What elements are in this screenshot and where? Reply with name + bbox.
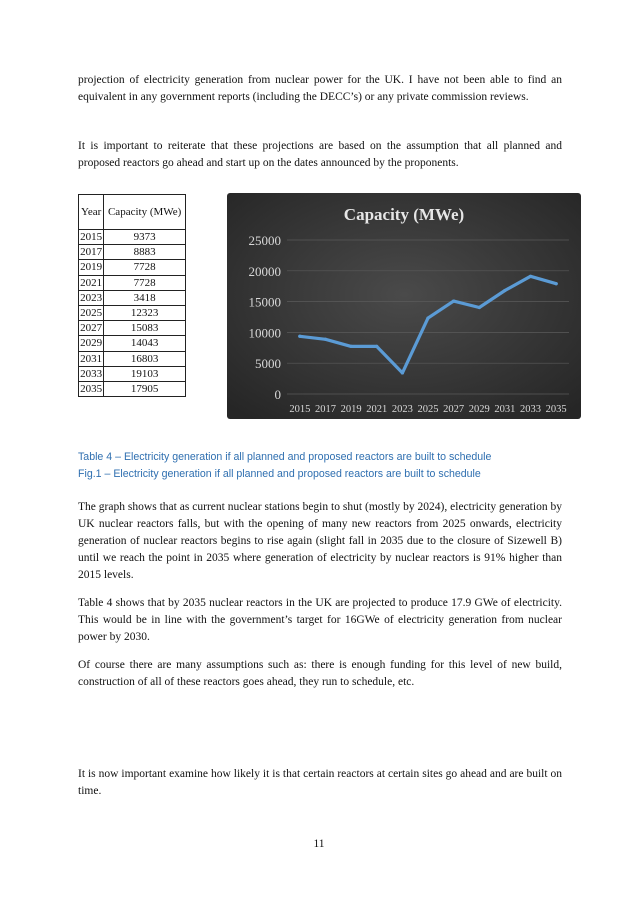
paragraph-intro: projection of electricity generation from nuclear power for the UK. I have not been able to find an equivalent in any government reports (including the DECC’s) or any private commission reviews. <box>78 74 562 103</box>
page-number: 11 <box>313 838 325 850</box>
table-row <box>79 275 186 290</box>
table-cell-capacity: 7728 <box>104 260 186 275</box>
table-row <box>79 381 186 396</box>
table-cell-capacity: 7728 <box>104 275 186 290</box>
table-body <box>79 230 186 397</box>
table-cell-capacity: 19103 <box>104 366 186 381</box>
table-row <box>79 260 186 275</box>
paragraph-assumptions-list: Of course there are many assumptions such as: there is enough funding for this level of new build, construction of all of these reactors goes ahead, they run to schedule, etc. <box>78 659 562 688</box>
x-tick-label: 2017 <box>314 404 336 415</box>
x-tick-label: 2027 <box>443 404 465 415</box>
table-cell-year: 2021 <box>80 276 103 289</box>
table-cell-capacity: 16803 <box>104 351 186 366</box>
table-caption: Table 4 – Electricity generation if all planned and proposed reactors are built to schedule <box>78 451 492 463</box>
table-row <box>79 321 186 336</box>
table-cell-year: 2029 <box>80 337 103 350</box>
chart-title: Capacity (MWe) <box>343 205 465 224</box>
table-header-year: Year <box>79 195 104 230</box>
chart-svg <box>227 193 581 419</box>
x-tick-label: 2031 <box>494 404 516 415</box>
x-tick-label: 2015 <box>289 404 311 415</box>
x-tick-label: 2035 <box>545 404 567 415</box>
table-cell-capacity: 8883 <box>104 245 186 260</box>
table-cell-capacity: 12323 <box>104 305 186 320</box>
capacity-chart <box>227 193 581 419</box>
figure-caption: Fig.1 – Electricity generation if all planned and proposed reactors are built to schedule <box>78 468 481 480</box>
table-row <box>79 230 186 245</box>
data-point <box>349 345 352 348</box>
table-cell-year: 2035 <box>80 382 103 395</box>
table-row <box>79 336 186 351</box>
table-cell-year: 2031 <box>80 352 103 365</box>
table-cell-capacity: 9373 <box>104 230 186 245</box>
y-tick-label: 5000 <box>255 356 281 372</box>
paragraph-graph-explanation: The graph shows that as current nuclear stations begin to shut (mostly by 2024), electricity generation by UK nuclear reactors falls, but with the opening of many new reactors from 2025 onwards, electricity generation of nuclear reactors begins to rise again (slight fall in 2035 due to the closure of Sizewell B) until we reach the point in 2035 where generation of electricity by nuclear reactors is 91% higher than 2015 levels. <box>78 501 562 581</box>
x-tick-label: 2029 <box>468 404 490 415</box>
data-point <box>478 306 481 309</box>
table-header-row <box>79 195 186 230</box>
x-tick-label: 2023 <box>391 404 413 415</box>
capacity-table <box>78 194 186 397</box>
table-cell-year: 2023 <box>80 291 103 304</box>
paragraph-table-summary: Table 4 shows that by 2035 nuclear reactors in the UK are projected to produce 17.9 GWe of electricity. This would be in line with the government’s target for 16GWe of electricity generation from nuclear power by 2030. <box>78 597 562 643</box>
data-point <box>375 345 378 348</box>
table-cell-year: 2025 <box>80 307 103 320</box>
table-cell-year: 2019 <box>80 261 103 274</box>
x-tick-label: 2025 <box>417 404 439 415</box>
table-row <box>79 305 186 320</box>
data-point <box>426 316 429 319</box>
y-tick-label: 25000 <box>248 233 281 248</box>
data-point <box>324 338 327 341</box>
table-cell-year: 2017 <box>80 246 103 259</box>
table-row <box>79 366 186 381</box>
table-row <box>79 351 186 366</box>
table-cell-capacity: 15083 <box>104 321 186 336</box>
table-row <box>79 290 186 305</box>
table-cell-year: 2027 <box>80 322 103 335</box>
table-header-capacity: Capacity (MWe) <box>104 195 186 230</box>
paragraph-next-step: It is now important examine how likely it is that certain reactors at certain sites go ahead and are built on time. <box>78 768 562 797</box>
table-cell-capacity: 14043 <box>104 336 186 351</box>
x-tick-label: 2019 <box>340 404 362 415</box>
data-point <box>298 335 301 338</box>
table-row <box>79 245 186 260</box>
table-cell-capacity: 17905 <box>104 381 186 396</box>
table-cell-year: 2033 <box>80 367 103 380</box>
data-point <box>503 289 506 292</box>
data-point <box>529 275 532 278</box>
data-point <box>555 282 558 285</box>
x-tick-label: 2021 <box>366 404 388 415</box>
data-point <box>452 299 455 302</box>
y-tick-label: 20000 <box>248 263 281 279</box>
y-tick-label: 0 <box>274 387 281 402</box>
y-tick-label: 10000 <box>248 325 281 341</box>
x-tick-label: 2033 <box>520 404 542 415</box>
table-cell-year: 2015 <box>80 231 103 244</box>
paragraph-assumption: It is important to reiterate that these projections are based on the assumption that all planned and proposed reactors go ahead and start up on the dates announced by the proponents. <box>78 140 562 169</box>
y-tick-label: 15000 <box>248 294 281 310</box>
table-cell-capacity: 3418 <box>104 290 186 305</box>
data-point <box>401 371 404 374</box>
